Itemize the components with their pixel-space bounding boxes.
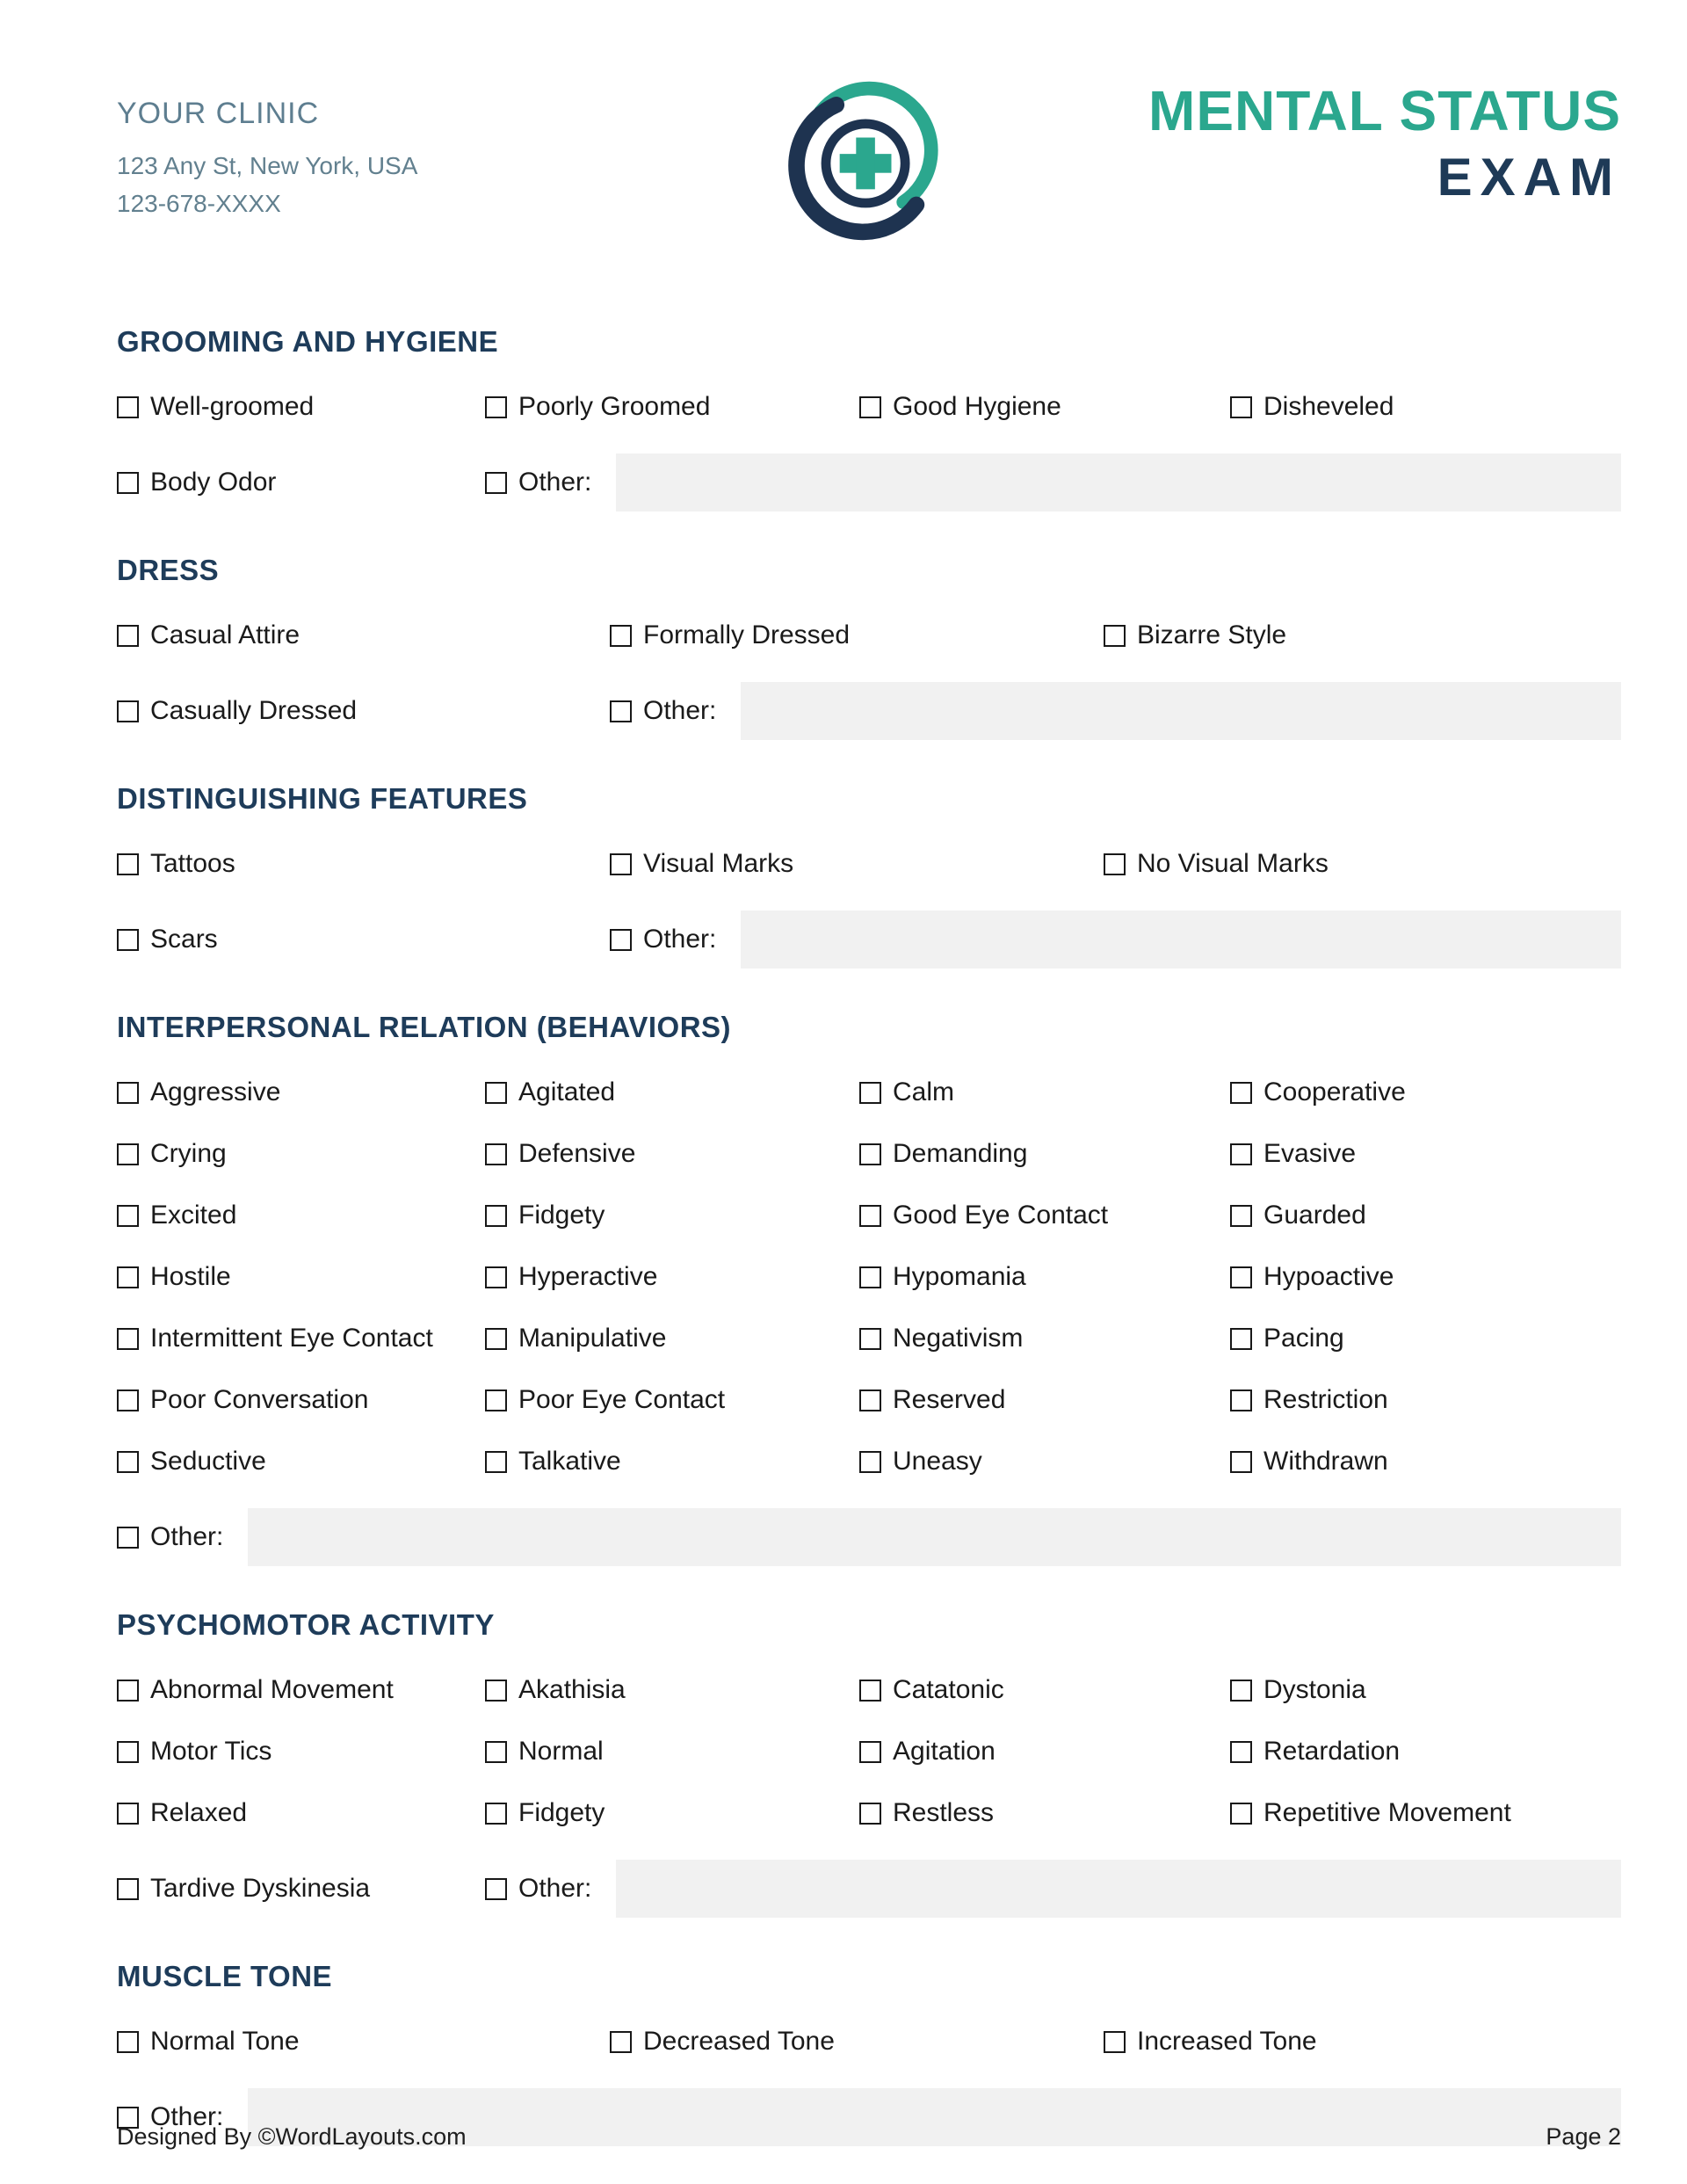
checkbox-row	[117, 1675, 1621, 1705]
other-field-area	[610, 911, 1621, 969]
checkbox-label: Increased Tone	[1137, 2027, 1317, 2056]
checkbox-icon[interactable]	[859, 1680, 881, 1701]
checkbox-item[interactable]	[1230, 1447, 1621, 1477]
checkbox-label: Dystonia	[1263, 1675, 1366, 1704]
checkbox-label: Negativism	[893, 1324, 1024, 1353]
checkbox-item[interactable]	[117, 1201, 485, 1230]
checkbox-label: Agitation	[893, 1737, 996, 1766]
checkbox-label: Good Hygiene	[893, 392, 1061, 421]
checkbox-label: Disheveled	[1263, 392, 1394, 421]
checkbox-label: Other:	[150, 2102, 224, 2131]
checkbox-icon[interactable]	[1230, 396, 1252, 418]
checkbox-item[interactable]	[859, 1201, 1230, 1230]
checkbox-label: Other:	[643, 925, 717, 954]
checkbox-label: Manipulative	[518, 1324, 667, 1353]
checkbox-label: Formally Dressed	[643, 620, 851, 649]
checkbox-icon[interactable]	[485, 1328, 507, 1350]
checkbox-item[interactable]	[485, 1675, 859, 1705]
checkbox-item[interactable]	[117, 1874, 485, 1904]
checkbox-item[interactable]	[485, 1262, 859, 1292]
section-title: PSYCHOMOTOR ACTIVITY	[117, 1608, 495, 1641]
checkbox-label: Other:	[518, 1874, 592, 1903]
checkbox-icon[interactable]	[1230, 1451, 1252, 1473]
checkbox-label: Seductive	[150, 1447, 266, 1476]
checkbox-label: Tattoos	[150, 849, 235, 878]
checkbox-label: Cooperative	[1263, 1077, 1406, 1107]
checkbox-label: Casually Dressed	[150, 696, 358, 725]
section-title: DISTINGUISHING FEATURES	[117, 782, 528, 815]
checkbox-icon[interactable]	[610, 929, 632, 951]
checkbox-icon[interactable]	[1230, 1803, 1252, 1825]
checkbox-item[interactable]	[859, 1737, 1230, 1767]
checkbox-row	[117, 1262, 1621, 1292]
checkbox-label: Visual Marks	[643, 849, 794, 878]
checkbox-item[interactable]	[1104, 849, 1621, 879]
checkbox-icon[interactable]	[859, 1266, 881, 1288]
checkbox-item-other[interactable]	[117, 1522, 223, 1552]
checkbox-label: Tardive Dyskinesia	[150, 1874, 371, 1903]
checkbox-icon[interactable]	[485, 1205, 507, 1227]
checkbox-icon[interactable]	[117, 700, 139, 722]
checkbox-icon[interactable]	[117, 2031, 139, 2053]
checkbox-item[interactable]	[1230, 1077, 1621, 1107]
checkbox-icon[interactable]	[859, 1205, 881, 1227]
medical-cross-swoosh-icon	[783, 74, 955, 246]
checkbox-item[interactable]	[117, 1737, 485, 1767]
checkbox-label: Talkative	[518, 1447, 621, 1476]
checkbox-item[interactable]	[117, 468, 485, 497]
checkbox-item[interactable]	[117, 1324, 485, 1353]
checkbox-label: Well-groomed	[150, 392, 315, 421]
checkbox-row	[117, 1737, 1621, 1767]
checkbox-label: Normal Tone	[150, 2027, 300, 2056]
checkbox-item[interactable]	[485, 392, 859, 422]
clinic-logo	[783, 74, 955, 246]
checkbox-item[interactable]	[1230, 1675, 1621, 1705]
checkbox-item[interactable]	[1230, 1201, 1621, 1230]
page-title-line2: EXAM	[1437, 148, 1621, 207]
checkbox-icon[interactable]	[1230, 1205, 1252, 1227]
checkbox-icon[interactable]	[485, 1082, 507, 1104]
checkbox-icon[interactable]	[117, 1527, 139, 1549]
checkbox-item[interactable]	[859, 1798, 1230, 1828]
other-field-area	[485, 453, 1621, 512]
checkbox-icon[interactable]	[859, 1741, 881, 1763]
checkbox-item[interactable]	[485, 1737, 859, 1767]
section-distinguishing-features	[117, 782, 1621, 969]
checkbox-label: Fidgety	[518, 1798, 605, 1827]
checkbox-label: Demanding	[893, 1139, 1028, 1168]
other-row	[117, 453, 1621, 512]
checkbox-row	[117, 2027, 1621, 2057]
checkbox-icon[interactable]	[485, 1389, 507, 1411]
checkbox-row	[117, 392, 1621, 422]
checkbox-icon[interactable]	[117, 853, 139, 875]
section-psychomotor-activity	[117, 1608, 1621, 1918]
checkbox-label: Poor Eye Contact	[518, 1385, 726, 1414]
other-input-interpersonal-relation[interactable]	[248, 1508, 1621, 1566]
checkbox-label: No Visual Marks	[1137, 849, 1329, 878]
checkbox-icon[interactable]	[610, 625, 632, 647]
checkbox-item[interactable]	[610, 849, 1104, 879]
clinic-phone: 123-678-XXXX	[117, 190, 281, 218]
checkbox-item[interactable]	[859, 1262, 1230, 1292]
checkbox-item[interactable]	[117, 1385, 485, 1415]
checkbox-label: Scars	[150, 925, 218, 954]
checkbox-label: Retardation	[1263, 1737, 1401, 1766]
checkbox-icon[interactable]	[117, 1741, 139, 1763]
other-input-grooming-and-hygiene[interactable]	[616, 453, 1621, 512]
checkbox-icon[interactable]	[610, 2031, 632, 2053]
checkbox-label: Other:	[150, 1522, 224, 1551]
page	[117, 0, 1621, 2178]
checkbox-label: Fidgety	[518, 1201, 605, 1230]
checkbox-label: Motor Tics	[150, 1737, 272, 1766]
clinic-name: YOUR CLINIC	[117, 97, 320, 130]
checkbox-label: Pacing	[1263, 1324, 1344, 1353]
checkbox-row	[117, 620, 1621, 650]
other-input-distinguishing-features[interactable]	[741, 911, 1621, 969]
section-title: INTERPERSONAL RELATION (BEHAVIORS)	[117, 1011, 732, 1043]
page-title-line1: MENTAL STATUS	[1148, 79, 1621, 142]
checkbox-item[interactable]	[485, 1077, 859, 1107]
checkbox-label: Hostile	[150, 1262, 231, 1291]
checkbox-item[interactable]	[117, 392, 485, 422]
checkbox-item[interactable]	[1230, 1262, 1621, 1292]
checkbox-icon[interactable]	[117, 1328, 139, 1350]
checkbox-item[interactable]	[485, 1385, 859, 1415]
checkbox-item[interactable]	[859, 1447, 1230, 1477]
checkbox-item[interactable]	[117, 925, 610, 954]
checkbox-icon[interactable]	[485, 396, 507, 418]
checkbox-item[interactable]	[859, 1385, 1230, 1415]
checkbox-icon[interactable]	[610, 853, 632, 875]
other-row	[117, 682, 1621, 740]
checkbox-label: Poor Conversation	[150, 1385, 369, 1414]
checkbox-label: Catatonic	[893, 1675, 1004, 1704]
section-dress	[117, 554, 1621, 740]
checkbox-item[interactable]	[485, 1447, 859, 1477]
checkbox-label: Good Eye Contact	[893, 1201, 1109, 1230]
checkbox-label: Repetitive Movement	[1263, 1798, 1511, 1827]
checkbox-item[interactable]	[1230, 1385, 1621, 1415]
checkbox-row	[117, 1385, 1621, 1415]
checkbox-icon[interactable]	[117, 1143, 139, 1165]
page-title	[1148, 79, 1621, 207]
checkbox-row	[117, 1077, 1621, 1107]
checkbox-item[interactable]	[117, 1675, 485, 1705]
checkbox-label: Excited	[150, 1201, 237, 1230]
checkbox-icon[interactable]	[1230, 1082, 1252, 1104]
other-row	[117, 911, 1621, 969]
checkbox-icon[interactable]	[117, 1878, 139, 1900]
checkbox-label: Agitated	[518, 1077, 616, 1107]
checkbox-label: Bizarre Style	[1137, 620, 1287, 649]
checkbox-label: Hypoactive	[1263, 1262, 1394, 1291]
form-sections	[117, 325, 1621, 2146]
section-interpersonal-relation	[117, 1011, 1621, 1566]
checkbox-icon[interactable]	[859, 1451, 881, 1473]
checkbox-icon[interactable]	[1104, 625, 1126, 647]
checkbox-label: Defensive	[518, 1139, 636, 1168]
checkbox-icon[interactable]	[859, 396, 881, 418]
checkbox-label: Other:	[518, 468, 592, 497]
checkbox-item[interactable]	[859, 1324, 1230, 1353]
checkbox-icon[interactable]	[485, 1878, 507, 1900]
checkbox-row	[117, 1324, 1621, 1353]
checkbox-label: Restless	[893, 1798, 995, 1827]
checkbox-item[interactable]	[1230, 1737, 1621, 1767]
checkbox-label: Withdrawn	[1263, 1447, 1388, 1476]
checkbox-icon[interactable]	[117, 1451, 139, 1473]
checkbox-label: Other:	[643, 696, 717, 725]
clinic-info	[117, 97, 417, 223]
checkbox-item[interactable]	[117, 1447, 485, 1477]
checkbox-icon[interactable]	[485, 1143, 507, 1165]
checkbox-item[interactable]	[117, 849, 610, 879]
checkbox-item[interactable]	[117, 1798, 485, 1828]
checkbox-item[interactable]	[1230, 392, 1621, 422]
other-row	[117, 1860, 1621, 1918]
checkbox-item[interactable]	[1104, 620, 1621, 650]
section-muscle-tone	[117, 1960, 1621, 2146]
other-field-area	[485, 1860, 1621, 1918]
other-field-area	[117, 1508, 1621, 1566]
checkbox-icon[interactable]	[117, 1680, 139, 1701]
checkbox-icon[interactable]	[117, 1205, 139, 1227]
checkbox-item[interactable]	[117, 2027, 610, 2057]
checkbox-icon[interactable]	[859, 1082, 881, 1104]
checkbox-item[interactable]	[485, 1201, 859, 1230]
checkbox-icon[interactable]	[117, 472, 139, 494]
checkbox-item[interactable]	[117, 696, 610, 726]
checkbox-label: Calm	[893, 1077, 955, 1107]
checkbox-row	[117, 1139, 1621, 1169]
checkbox-icon[interactable]	[485, 472, 507, 494]
checkbox-item[interactable]	[117, 1077, 485, 1107]
checkbox-item[interactable]	[117, 1139, 485, 1169]
other-input-dress[interactable]	[741, 682, 1621, 740]
checkbox-item[interactable]	[1104, 2027, 1621, 2057]
checkbox-icon[interactable]	[1230, 1389, 1252, 1411]
checkbox-icon[interactable]	[859, 1389, 881, 1411]
checkbox-icon[interactable]	[610, 700, 632, 722]
checkbox-item[interactable]	[859, 1675, 1230, 1705]
checkbox-icon[interactable]	[117, 625, 139, 647]
checkbox-label: Casual Attire	[150, 620, 300, 649]
checkbox-icon[interactable]	[1230, 1266, 1252, 1288]
checkbox-label: Uneasy	[893, 1447, 982, 1476]
checkbox-label: Reserved	[893, 1385, 1006, 1414]
other-row	[117, 1508, 1621, 1566]
section-title: GROOMING AND HYGIENE	[117, 325, 499, 358]
checkbox-icon[interactable]	[1230, 1143, 1252, 1165]
checkbox-row	[117, 849, 1621, 879]
footer-credit: Designed By ©WordLayouts.com	[117, 2123, 467, 2150]
other-field-area	[610, 682, 1621, 740]
checkbox-label: Guarded	[1263, 1201, 1366, 1230]
checkbox-item[interactable]	[610, 620, 1104, 650]
checkbox-item[interactable]	[610, 2027, 1104, 2057]
section-grooming-and-hygiene	[117, 325, 1621, 512]
checkbox-label: Crying	[150, 1139, 227, 1168]
checkbox-item[interactable]	[1230, 1139, 1621, 1169]
checkbox-icon[interactable]	[485, 1680, 507, 1701]
checkbox-label: Normal	[518, 1737, 604, 1766]
checkbox-icon[interactable]	[117, 1389, 139, 1411]
checkbox-item-other[interactable]	[485, 468, 591, 497]
checkbox-item[interactable]	[485, 1324, 859, 1353]
checkbox-item-other[interactable]	[610, 925, 716, 954]
checkbox-label: Body Odor	[150, 468, 277, 497]
checkbox-item[interactable]	[117, 620, 610, 650]
checkbox-icon[interactable]	[117, 1803, 139, 1825]
checkbox-item[interactable]	[485, 1798, 859, 1828]
footer	[117, 2123, 1621, 2151]
checkbox-label: Evasive	[1263, 1139, 1357, 1168]
checkbox-item-other[interactable]	[485, 1874, 591, 1904]
checkbox-label: Poorly Groomed	[518, 392, 711, 421]
checkbox-item[interactable]	[1230, 1324, 1621, 1353]
checkbox-row	[117, 1447, 1621, 1477]
checkbox-icon[interactable]	[1230, 1741, 1252, 1763]
checkbox-item[interactable]	[859, 1139, 1230, 1169]
checkbox-icon[interactable]	[485, 1451, 507, 1473]
checkbox-icon[interactable]	[859, 1328, 881, 1350]
checkbox-label: Restriction	[1263, 1385, 1388, 1414]
checkbox-item[interactable]	[859, 1077, 1230, 1107]
section-title: MUSCLE TONE	[117, 1960, 333, 1992]
checkbox-icon[interactable]	[117, 929, 139, 951]
checkbox-label: Decreased Tone	[643, 2027, 835, 2056]
checkbox-item[interactable]	[485, 1139, 859, 1169]
checkbox-icon[interactable]	[117, 1266, 139, 1288]
section-title: DRESS	[117, 554, 220, 586]
checkbox-icon[interactable]	[859, 1803, 881, 1825]
checkbox-icon[interactable]	[117, 1082, 139, 1104]
checkbox-icon[interactable]	[485, 1741, 507, 1763]
checkbox-row	[117, 1201, 1621, 1230]
checkbox-item[interactable]	[117, 1262, 485, 1292]
clinic-address: 123 Any St, New York, USA	[117, 152, 418, 179]
checkbox-icon[interactable]	[859, 1143, 881, 1165]
checkbox-icon[interactable]	[1104, 853, 1126, 875]
checkbox-item-other[interactable]	[610, 696, 716, 726]
checkbox-label: Relaxed	[150, 1798, 248, 1827]
checkbox-icon[interactable]	[1104, 2031, 1126, 2053]
checkbox-icon[interactable]	[1230, 1680, 1252, 1701]
checkbox-label: Hypomania	[893, 1262, 1026, 1291]
checkbox-item[interactable]	[1230, 1798, 1621, 1828]
checkbox-icon[interactable]	[485, 1266, 507, 1288]
checkbox-label: Akathisia	[518, 1675, 626, 1704]
checkbox-icon[interactable]	[1230, 1328, 1252, 1350]
form-header	[117, 77, 1621, 262]
checkbox-icon[interactable]	[485, 1803, 507, 1825]
other-input-psychomotor-activity[interactable]	[616, 1860, 1621, 1918]
checkbox-label: Hyperactive	[518, 1262, 658, 1291]
checkbox-label: Aggressive	[150, 1077, 281, 1107]
checkbox-item[interactable]	[859, 392, 1230, 422]
checkbox-label: Intermittent Eye Contact	[150, 1324, 433, 1353]
footer-page-number: Page 2	[1546, 2123, 1621, 2150]
checkbox-icon[interactable]	[117, 396, 139, 418]
checkbox-label: Abnormal Movement	[150, 1675, 394, 1704]
checkbox-row	[117, 1798, 1621, 1828]
